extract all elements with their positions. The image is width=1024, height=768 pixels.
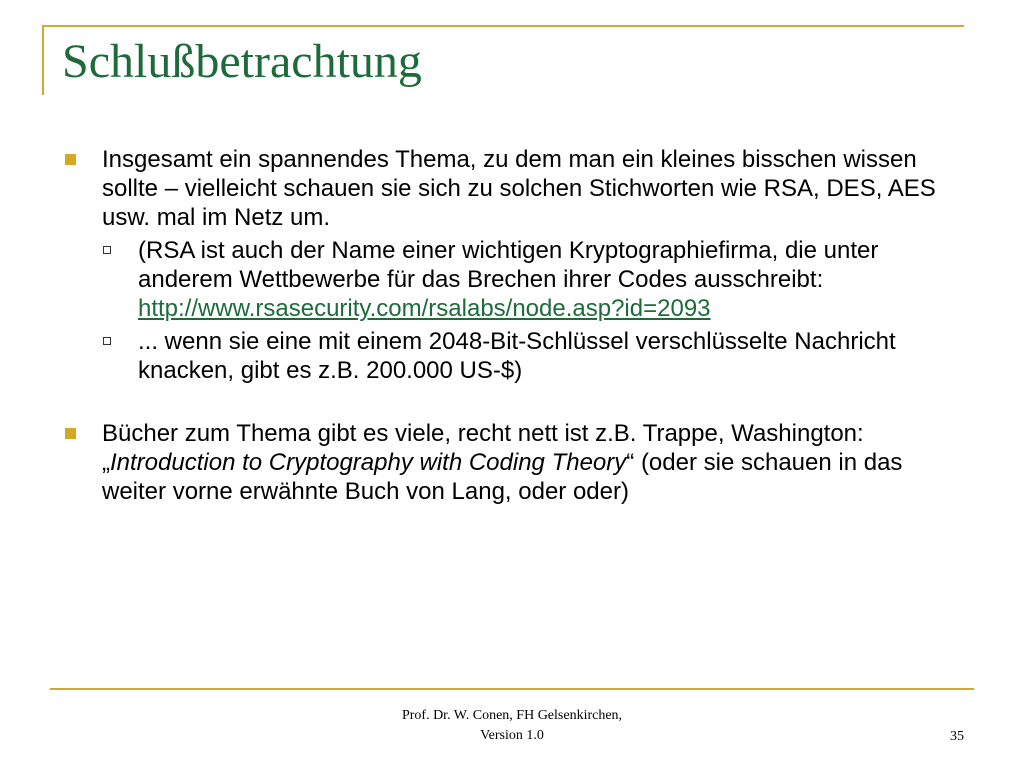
footer-version: Version 1.0: [480, 728, 544, 743]
slide-content: [60, 145, 960, 506]
footer-text: [300, 706, 724, 746]
sub-bullet-item: [60, 327, 960, 385]
square-bullet-icon: [65, 154, 76, 165]
hollow-square-bullet-icon: [103, 337, 111, 345]
page-number: 35: [950, 729, 964, 744]
footer-author: Prof. Dr. W. Conen, FH Gelsenkirchen,: [401, 708, 623, 723]
book-title: Introduction to Cryptography with Coding Theory: [110, 449, 627, 476]
bullet-text-before: Bücher zum Thema gibt es viele, recht nett ist z.B. Trappe, Washington: „: [102, 420, 864, 476]
rsa-link[interactable]: http://www.rsasecurity.com/rsalabs/node.asp?id=2093: [138, 295, 711, 322]
footer-divider: [50, 688, 974, 690]
sub-bullet-item: [60, 236, 960, 323]
left-border-line: [42, 25, 44, 95]
hollow-square-bullet-icon: [103, 246, 111, 254]
bullet-item: [60, 419, 960, 506]
bullet-text-after: “ (oder sie schauen in das weiter vorne erwähnte Buch von Lang, oder oder): [102, 449, 903, 505]
sub-bullet-text: ... wenn sie eine mit einem 2048-Bit-Schlüssel verschlüsselte Nachricht knacken, gibt es z.B. 200.000 US-$): [138, 328, 896, 384]
top-border-line: [42, 25, 964, 27]
bullet-item: [60, 145, 960, 232]
bullet-text: Insgesamt ein spannendes Thema, zu dem man ein kleines bisschen wissen sollte – vielleicht schauen sie sich zu solchen Stichworten wie RSA, DES, AES usw. mal im Netz um.: [102, 146, 936, 231]
sub-bullet-text: (RSA ist auch der Name einer wichtigen Kryptographiefirma, die unter anderem Wettbewerbe für das Brechen ihrer Codes ausschreibt:: [138, 237, 879, 293]
square-bullet-icon: [65, 428, 76, 439]
slide-title: Schlußbetrachtung: [62, 35, 422, 88]
